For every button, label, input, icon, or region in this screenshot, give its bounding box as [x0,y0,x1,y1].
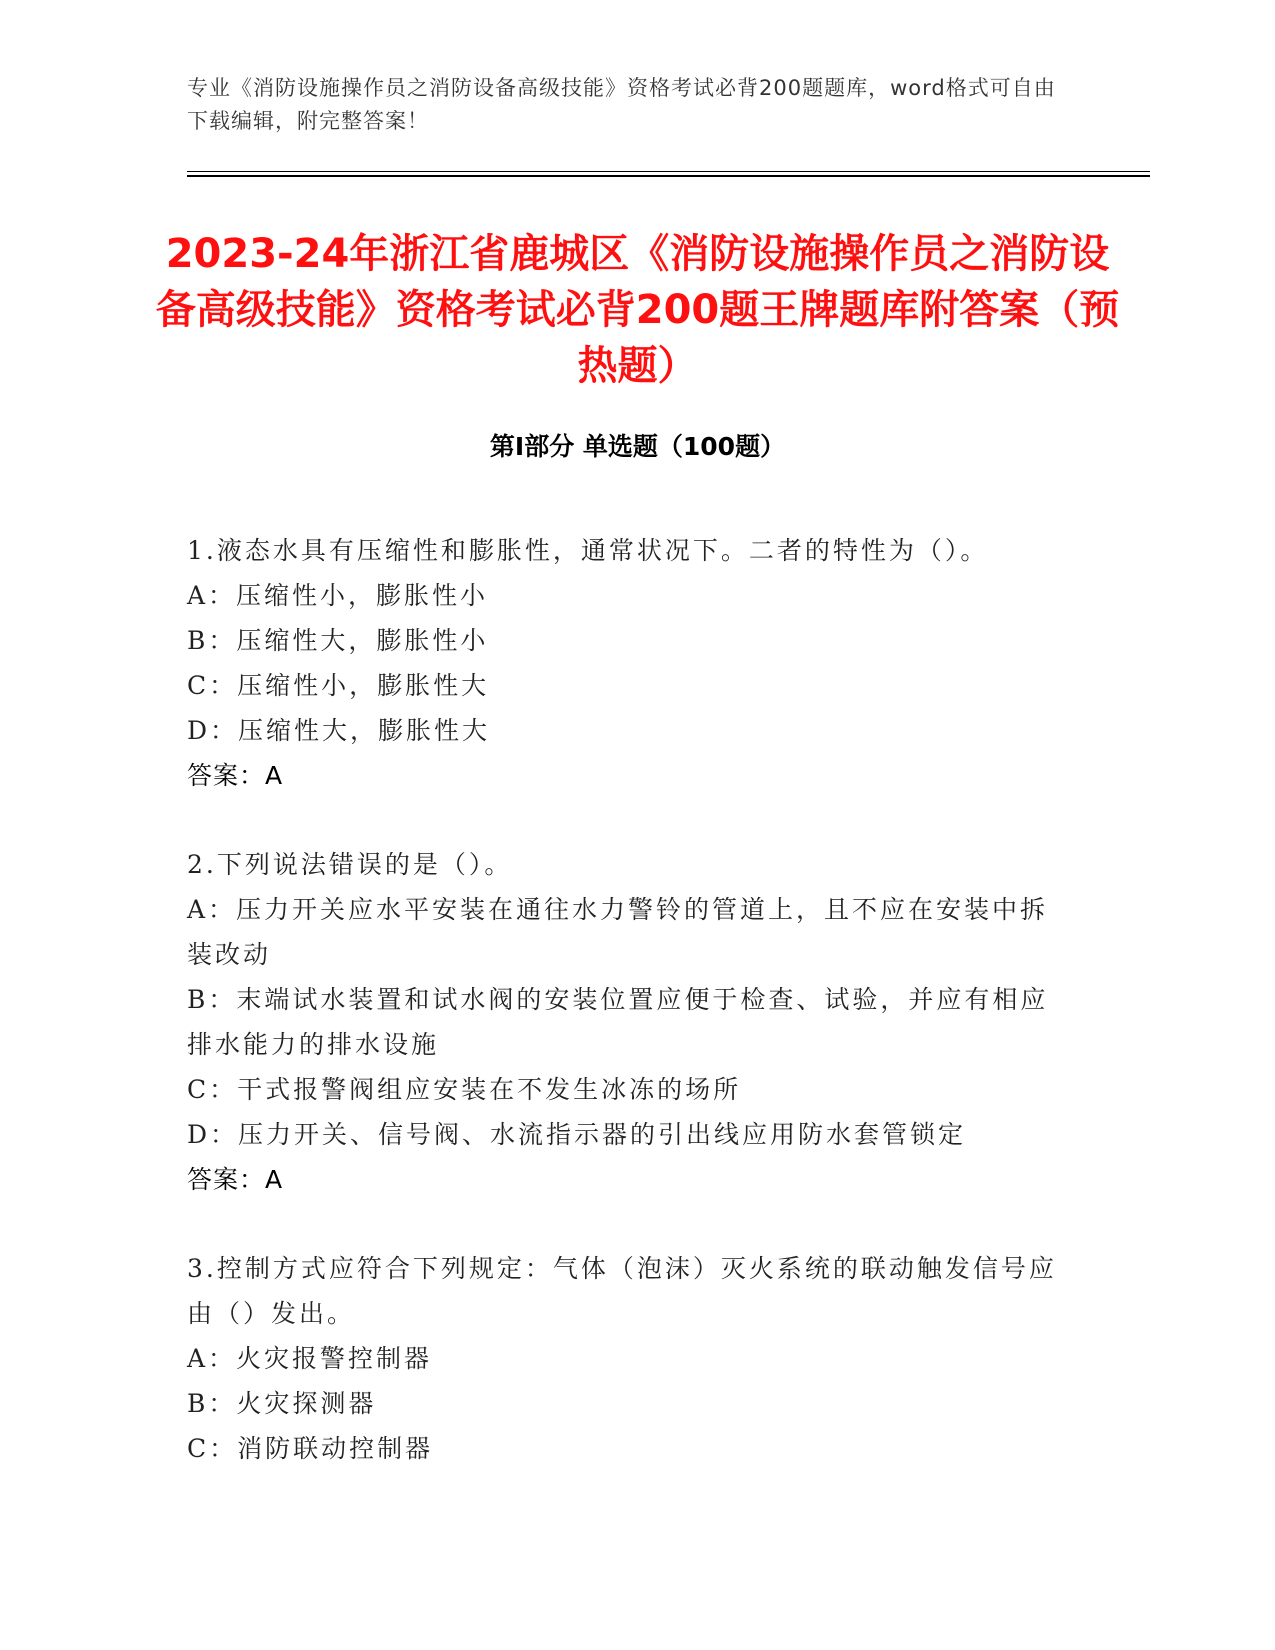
option-b: B：末端试水装置和试水阀的安装位置应便于检查、试验，并应有相应排水能力的排水设施 [187,985,1049,1059]
option-a: A：压缩性小，膨胀性小 [187,581,489,610]
question-2 [187,842,1067,1202]
option-b: B：压缩性大，膨胀性小 [187,626,489,655]
question-stem: 2.下列说法错误的是（）。 [187,850,513,879]
option-c: C：干式报警阀组应安装在不发生冰冻的场所 [187,1075,742,1104]
option-d: D：压缩性大，膨胀性大 [187,716,491,745]
question-3 [187,1246,1067,1471]
header-rule-thin [187,171,1150,172]
header-rule-thick [187,175,1150,177]
answer: 答案：A [187,761,284,790]
header-note: 专业《消防设施操作员之消防设备高级技能》资格考试必背200题题库，word格式可自由下载编辑，附完整答案！ [187,76,1056,133]
document-title: 2023-24年浙江省鹿城区《消防设施操作员之消防设备高级技能》资格考试必背200题王牌题库附答案（预热题） [155,231,1120,389]
option-b: B：火灾探测器 [187,1389,377,1418]
question-stem: 1.液态水具有压缩性和膨胀性，通常状况下。二者的特性为（）。 [187,536,989,565]
question-1 [187,528,1067,798]
option-d: D：压力开关、信号阀、水流指示器的引出线应用防水套管锁定 [187,1120,967,1149]
question-stem: 3.控制方式应符合下列规定：气体（泡沫）灭火系统的联动触发信号应由（）发出。 [187,1254,1057,1328]
option-c: C：压缩性小，膨胀性大 [187,671,490,700]
option-a: A：火灾报警控制器 [187,1344,433,1373]
answer: 答案：A [187,1165,284,1194]
option-c: C：消防联动控制器 [187,1434,434,1463]
option-a: A：压力开关应水平安装在通往水力警铃的管道上，且不应在安装中拆装改动 [187,895,1049,969]
question-list [187,528,1067,1515]
section-title: 第Ⅰ部分 单选题（100题） [489,432,786,461]
